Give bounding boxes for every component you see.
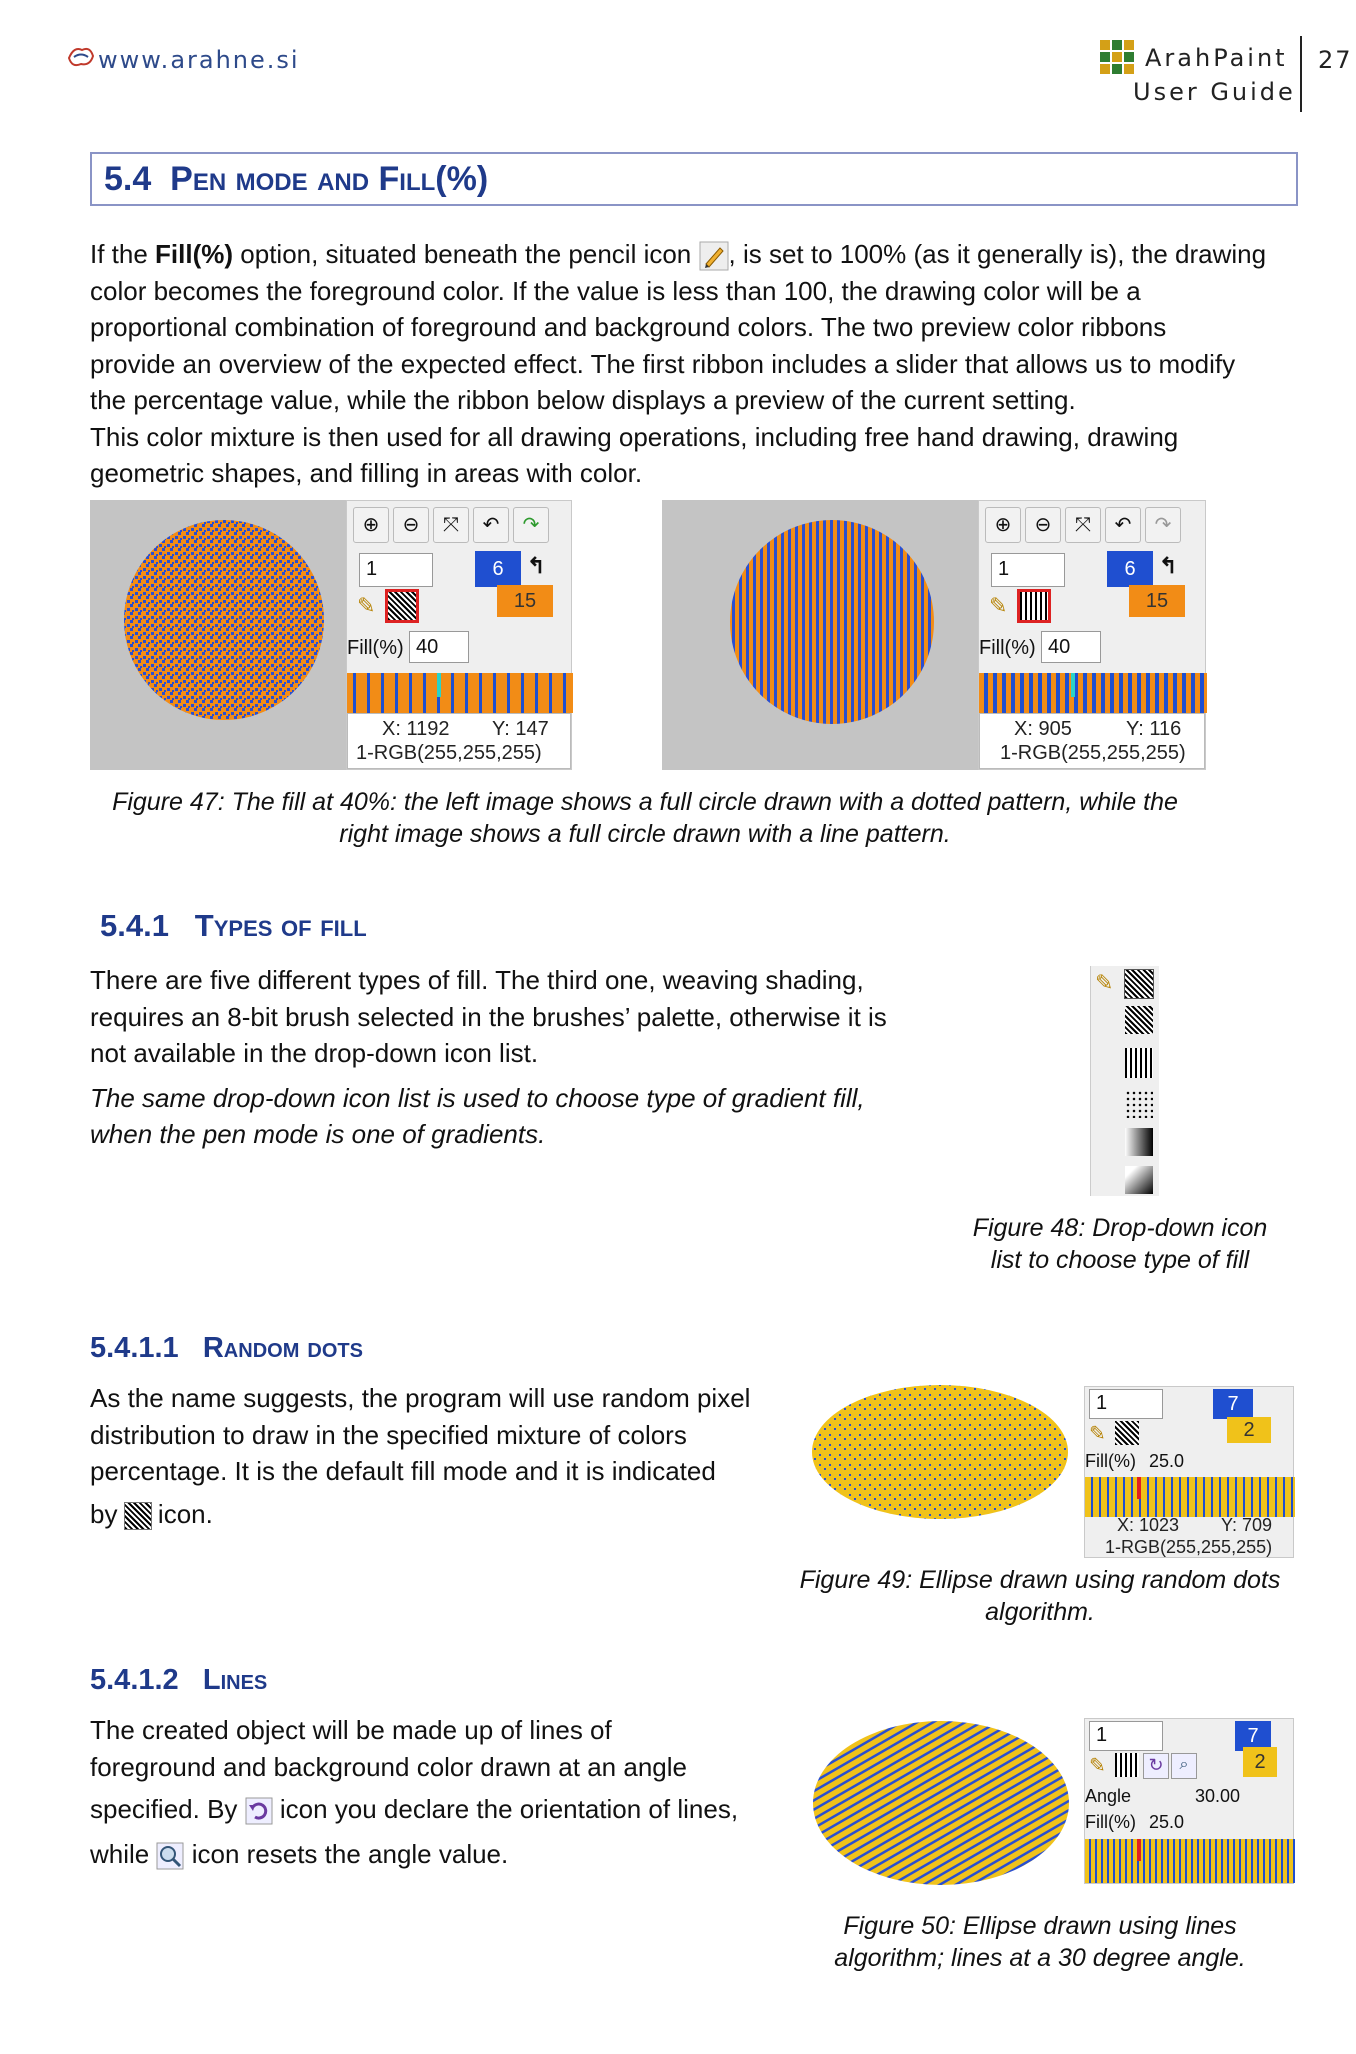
random-dots-paragraph [90,1380,790,1532]
pencil-icon [699,241,729,271]
fill-label: Fill(%) [1085,1812,1136,1832]
rgb-value: 1-RGB(255,255,255) [356,742,542,764]
bg-color[interactable]: 2 [1243,1747,1277,1777]
random-dots-fill-icon[interactable] [1125,970,1153,998]
intro-line: color becomes the foreground color. If the value is less than 100, the drawing color will be a [90,275,1141,306]
caption-line: Figure 50: Ellipse drawn using lines [843,1912,1237,1940]
angle-label: Angle [1085,1786,1132,1806]
intro-paragraph [90,236,1320,492]
fill-slider-handle[interactable] [437,673,441,697]
dotted-circle-image [90,500,346,770]
subsection-5-4-1-title [100,908,367,944]
header-url[interactable]: www.arahne.si [98,46,300,74]
fill-ribbon-slider[interactable] [979,673,1207,713]
fill-label: Fill(%) [347,637,404,659]
bg-color[interactable]: 15 [497,585,553,617]
fig49-toolpanel [1084,1386,1294,1558]
rotate-angle-icon [245,1797,273,1825]
fg-color[interactable]: 6 [475,551,521,587]
zoom-in-icon[interactable]: ⊕ [985,507,1021,543]
subsection-title-text: Lines [202,1664,268,1696]
size-spinner[interactable]: 1 [359,553,433,587]
bg-color[interactable]: 15 [1129,585,1185,617]
paragraph-text: icon resets the angle value. [184,1838,509,1869]
figure-50-caption [790,1910,1290,1974]
zoom-out-icon[interactable]: ⊖ [1025,507,1061,543]
gradient-option-icon[interactable] [1125,1128,1153,1156]
page-number: 27 [1318,46,1353,74]
lines-fill-icon[interactable] [1115,1753,1139,1777]
random-dots-fill-icon[interactable] [1115,1421,1139,1445]
fill-ribbon-slider[interactable] [1085,1477,1295,1517]
y-coordinate: Y: 147 [492,718,549,740]
x-coordinate: X: 1192 [382,718,450,740]
lines-paragraph [90,1712,790,1872]
intro-line: This color mixture is then used for all drawing operations, including free hand drawing, drawing [90,421,1179,452]
pencil-icon: ✎ [1095,970,1114,995]
random-dots-option-icon[interactable] [1125,1006,1153,1034]
y-coordinate: Y: 709 [1221,1515,1273,1535]
lines-fill-icon[interactable] [1017,589,1051,623]
arahpaint-logo-icon [1098,38,1136,76]
caption-line: algorithm; lines at a 30 degree angle. [834,1944,1246,1972]
fg-color[interactable]: 7 [1213,1389,1253,1419]
paragraph-text: specified. By [90,1794,245,1824]
lines-option-icon[interactable] [1125,1048,1153,1078]
angle-spinner[interactable]: 30.00 [1195,1786,1241,1806]
paragraph-line: requires an 8-bit brush selected in the brushes’ palette, otherwise it is [90,1001,887,1032]
fig47-right-canvas [662,500,978,770]
redo-icon[interactable]: ↷ [513,507,549,543]
subsection-title-text: Random dots [202,1332,363,1364]
caption-line: Figure 47: The fill at 40%: the left image shows a full circle drawn with a dotted pattern, while the [112,788,1178,816]
paragraph-text: icon you declare the orientation of lines, [272,1794,739,1824]
coordinates-box [979,713,1205,769]
fit-icon[interactable]: ⤧ [433,507,469,543]
section-title [104,160,488,199]
arahne-logo-icon [66,44,96,70]
y-coordinate: Y: 116 [1126,718,1182,740]
undo-icon[interactable]: ↶ [473,507,509,543]
paragraph-line: distribution to draw in the specified mixture of colors [90,1419,687,1450]
bg-color[interactable]: 2 [1227,1417,1271,1443]
fill-type-dropdown[interactable] [1090,966,1159,1196]
zoom-in-icon[interactable]: ⊕ [353,507,389,543]
size-spinner[interactable]: 1 [1089,1721,1163,1751]
paragraph-text: icon. [150,1498,213,1529]
line-circle-image [662,500,978,770]
fill-spinner[interactable]: 25.0 [1149,1451,1185,1471]
paragraph-text: by [90,1498,125,1529]
fill-label: Fill(%) [1085,1451,1136,1471]
fill-label: Fill(%) [979,637,1036,659]
intro-line: the percentage value, while the ribbon below displays a preview of the current setting. [90,385,1076,415]
section-title-text: Pen mode and Fill(%) [170,160,489,198]
section-number: 5.4 [104,160,152,198]
swap-colors-icon[interactable]: ↰ [1159,553,1178,578]
random-dots-ellipse-image [808,1382,1072,1522]
fg-color[interactable]: 6 [1107,551,1153,587]
reset-angle-icon[interactable]: ⌕ [1171,1753,1197,1779]
subsection-5-4-1-1-title [90,1332,363,1365]
x-coordinate: X: 1023 [1117,1515,1180,1535]
paragraph-line: There are five different types of fill. The third one, weaving shading, [90,965,864,995]
fig47-left-canvas [90,500,346,770]
pencil-icon[interactable]: ✎ [1089,1423,1106,1445]
fill-spinner[interactable]: 40 [409,631,469,663]
fill-spinner[interactable]: 25.0 [1149,1812,1185,1832]
zoom-out-icon[interactable]: ⊖ [393,507,429,543]
intro-text: If the [90,239,156,269]
coordinates-box [347,713,571,769]
subsection-title-text: Types of fill [194,908,367,943]
fig47-right-toolpanel [978,500,1206,770]
intro-text: , is set to 100% (as it generally is), the drawing [728,239,1267,269]
fill-ribbon-slider[interactable] [347,673,573,713]
random-dots-fill-icon[interactable] [385,589,419,623]
fill-slider-handle[interactable] [1137,1477,1141,1499]
rotate-angle-icon[interactable]: ↻ [1143,1753,1169,1779]
swap-colors-icon[interactable]: ↰ [527,553,546,578]
x-coordinate: X: 905 [1014,718,1072,740]
caption-line: Figure 49: Ellipse drawn using random dots [799,1566,1281,1594]
lines-ellipse-image [810,1718,1072,1888]
header-guide: User Guide [1133,78,1296,106]
fig47-left-toolpanel [346,500,572,770]
size-spinner[interactable]: 1 [1089,1389,1163,1419]
rgb-value: 1-RGB(255,255,255) [1105,1537,1273,1557]
subsection-5-4-1-2-title [90,1664,267,1697]
fit-icon[interactable]: ⤧ [1065,507,1101,543]
fig50-toolpanel [1084,1718,1294,1884]
header-divider [1300,36,1302,112]
subsection-number: 5.4.1.1 [90,1332,179,1364]
caption-line: algorithm. [985,1598,1095,1626]
figure-49-caption [780,1564,1300,1628]
undo-icon[interactable]: ↶ [1105,507,1141,543]
paragraph-text: while [90,1838,157,1869]
subsection-number: 5.4.1.2 [90,1664,179,1696]
paragraph-line: foreground and background color drawn at an angle [90,1751,687,1782]
intro-text: option, situated beneath the pencil icon [233,239,699,269]
types-of-fill-paragraph [90,962,950,1153]
fill-ribbon-slider[interactable] [1085,1839,1295,1883]
fill-slider-handle[interactable] [1137,1839,1141,1861]
header-app-name: ArahPaint [1145,44,1288,72]
figure-48-caption [950,1212,1290,1276]
fill-spinner[interactable]: 40 [1041,631,1101,663]
figure-47-caption [60,786,1230,850]
paragraph-line: As the name suggests, the program will use random pixel [90,1383,751,1413]
caption-line: Figure 48: Drop-down icon [972,1214,1268,1242]
paragraph-line: not available in the drop-down icon list. [90,1038,539,1068]
pencil-icon[interactable]: ✎ [357,593,376,618]
intro-line: proportional combination of foreground and background colors. The two preview color ribbons [90,312,1167,342]
pencil-icon[interactable]: ✎ [1089,1755,1106,1777]
intro-line: geometric shapes, and filling in areas with color. [90,458,643,488]
size-spinner[interactable]: 1 [991,553,1065,587]
fg-color[interactable]: 7 [1235,1721,1271,1751]
paragraph-line: The created object will be made up of lines of [90,1715,612,1745]
intro-line: provide an overview of the expected effect. The first ribbon includes a slider that allows us to modify [90,348,1236,379]
caption-line: list to choose type of fill [990,1246,1250,1274]
caption-line: right image shows a full circle drawn with a line pattern. [339,820,951,848]
intro-bold: Fill(%) [155,239,234,269]
gradient-diagonal-option-icon[interactable] [1125,1166,1153,1194]
paragraph-line: percentage. It is the default fill mode and it is indicated [90,1456,716,1486]
redo-icon[interactable]: ↷ [1145,507,1181,543]
paragraph-line: The same drop-down icon list is used to choose type of gradient fill, [90,1082,865,1113]
pencil-icon[interactable]: ✎ [989,593,1008,618]
subsection-number: 5.4.1 [100,908,169,943]
rgb-value: 1-RGB(255,255,255) [1000,742,1186,764]
random-dots-fill-icon [125,1503,151,1529]
fill-slider-handle[interactable] [1071,673,1075,697]
reset-angle-icon [156,1842,184,1870]
paragraph-line: when the pen mode is one of gradients. [90,1119,546,1149]
weaving-shading-option-icon[interactable] [1125,1090,1153,1118]
